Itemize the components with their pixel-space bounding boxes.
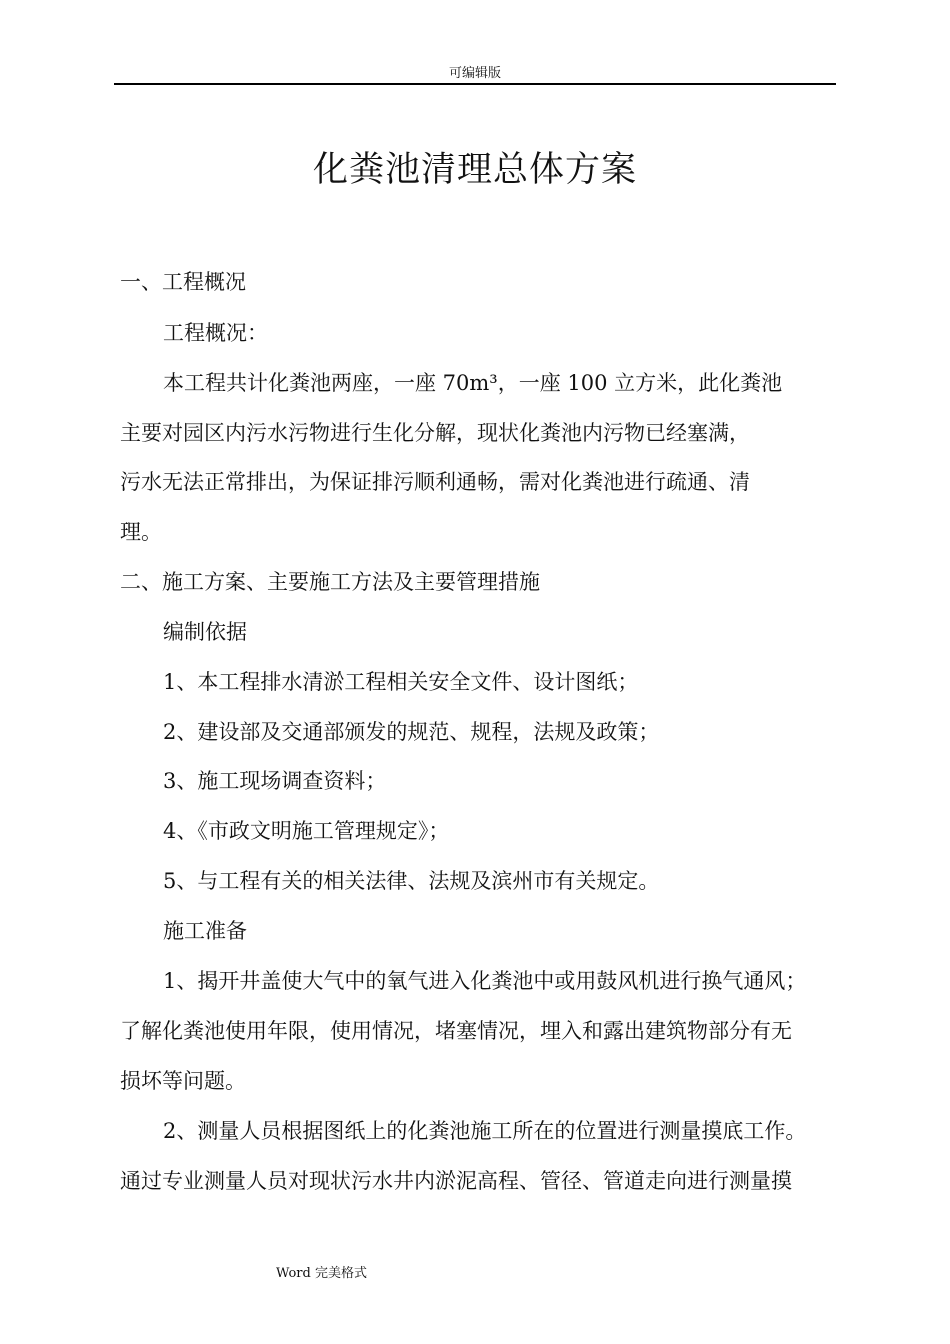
paragraph-line: 了解化粪池使用年限，使用情况，堵塞情况，埋入和露出建筑物部分有无 [120, 1019, 792, 1043]
paragraph-line: 通过专业测量人员对现状污水井内淤泥高程、管径、管道走向进行测量摸 [120, 1169, 792, 1193]
footer-label: Word 完美格式 [276, 1266, 367, 1281]
list-item: 2、建设部及交通部颁发的规范、规程，法规及政策； [163, 720, 660, 744]
document-title: 化粪池清理总体方案 [312, 150, 637, 190]
section-heading-construction: 二、施工方案、主要施工方法及主要管理措施 [120, 570, 540, 594]
section-heading-overview: 一、工程概况 [120, 270, 246, 294]
paragraph-line: 理。 [120, 520, 162, 544]
paragraph-line: 主要对园区内污水污物进行生化分解，现状化粪池内污物已经塞满， [120, 421, 750, 445]
paragraph-line: 损坏等问题。 [120, 1069, 246, 1093]
paragraph-line: 2、测量人员根据图纸上的化粪池施工所在的位置进行测量摸底工作。 [163, 1119, 807, 1143]
subheading-basis: 编制依据 [163, 620, 247, 644]
paragraph-line: 污水无法正常排出，为保证排污顺利通畅，需对化粪池进行疏通、清 [120, 470, 750, 494]
paragraph-line: 1、揭开井盖使大气中的氧气进入化粪池中或用鼓风机进行换气通风； [163, 969, 807, 993]
header-label: 可编辑版 [448, 66, 501, 81]
header-rule [114, 83, 836, 85]
list-item: 1、本工程排水清淤工程相关安全文件、设计图纸； [163, 670, 639, 694]
subheading-overview: 工程概况： [163, 321, 268, 345]
list-item: 3、施工现场调查资料； [163, 769, 387, 793]
list-item: 5、与工程有关的相关法律、法规及滨州市有关规定。 [163, 869, 660, 893]
subheading-preparation: 施工准备 [163, 919, 247, 943]
list-item: 4、《市政文明施工管理规定》； [163, 819, 450, 843]
paragraph-line: 本工程共计化粪池两座，一座 70m³，一座 100 立方米，此化粪池 [163, 371, 783, 395]
